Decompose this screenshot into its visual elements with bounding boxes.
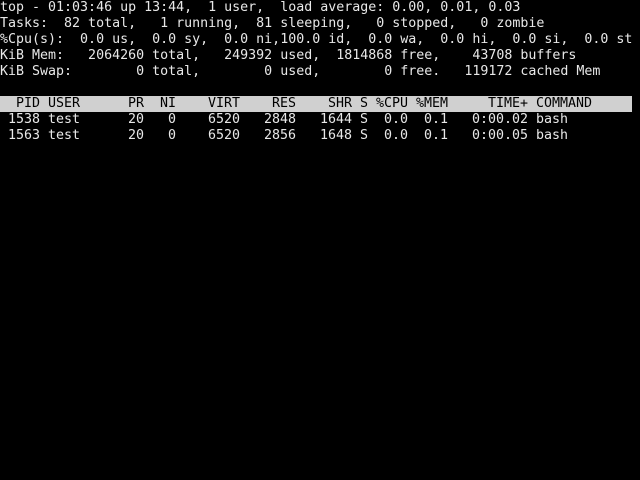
row-command: bash [536, 112, 569, 127]
row-time: 0:00.02 [472, 112, 529, 127]
row-ni: 0 [167, 112, 176, 127]
col-pid: PID [15, 96, 40, 111]
row-virt: 6520 [207, 112, 240, 127]
row-pr: 20 [127, 128, 144, 143]
row-cpu: 0.0 [383, 112, 408, 127]
col-user: USER [48, 96, 81, 111]
col-time: TIME+ [487, 96, 528, 111]
tasks-line: Tasks: 82 total, 1 running, 81 sleeping, 0 stopped, 0 zombie [0, 16, 545, 31]
uptime-load-line: top - 01:03:46 up 13:44, 1 user, load average: 0.00, 0.01, 0.03 [0, 0, 521, 15]
col-command: COMMAND [536, 96, 593, 111]
cpu-line: %Cpu(s): 0.0 us, 0.0 sy, 0.0 ni,100.0 id, 0.0 wa, 0.0 hi, 0.0 si, 0.0 st [0, 32, 633, 47]
row-res: 2848 [263, 112, 296, 127]
col-shr: SHR [327, 96, 352, 111]
swap-line: KiB Swap: 0 total, 0 used, 0 free. 119172 cached Mem [0, 64, 601, 79]
row-mem: 0.1 [423, 128, 448, 143]
col-cpu: %CPU [376, 96, 409, 111]
mem-line: KiB Mem: 2064260 total, 249392 used, 1814868 free, 43708 buffers [0, 48, 577, 63]
row-cpu: 0.0 [383, 128, 408, 143]
col-state: S [360, 96, 369, 111]
col-res: RES [271, 96, 296, 111]
row-virt: 6520 [207, 128, 240, 143]
row-pid: 1538 [8, 112, 41, 127]
row-user: test [48, 112, 81, 127]
row-shr: 1644 [319, 112, 352, 127]
row-pr: 20 [127, 112, 144, 127]
row-user: test [48, 128, 81, 143]
row-command: bash [536, 128, 569, 143]
row-time: 0:00.05 [472, 128, 529, 143]
row-res: 2856 [263, 128, 296, 143]
col-pr: PR [127, 96, 144, 111]
row-ni: 0 [167, 128, 176, 143]
col-ni: NI [159, 96, 176, 111]
col-virt: VIRT [207, 96, 240, 111]
col-mem: %MEM [416, 96, 449, 111]
row-shr: 1648 [319, 128, 352, 143]
row-pid: 1563 [8, 128, 41, 143]
process-table-header [0, 96, 632, 112]
row-state: S [360, 128, 369, 143]
row-state: S [360, 112, 369, 127]
row-mem: 0.1 [423, 112, 448, 127]
